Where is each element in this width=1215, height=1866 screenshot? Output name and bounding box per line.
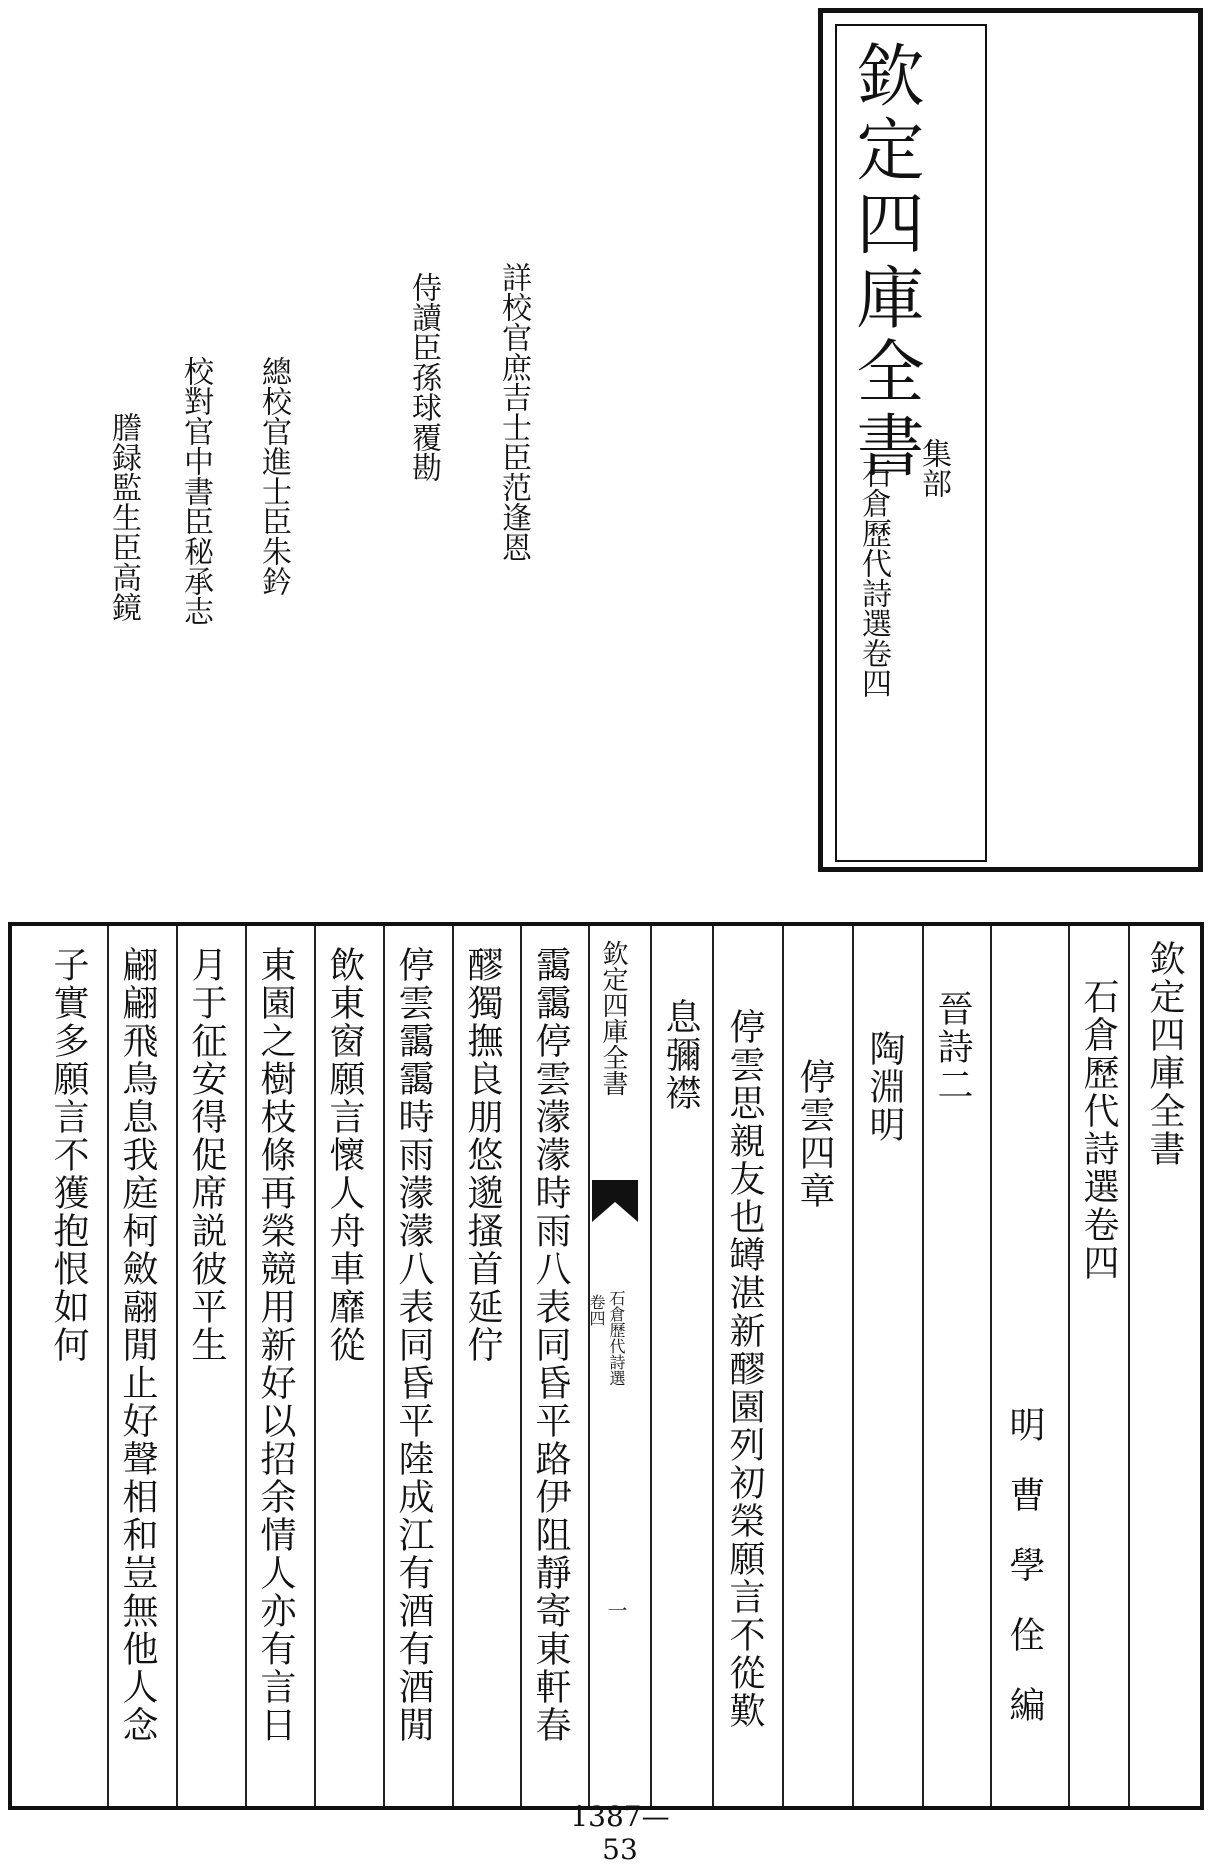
credit-line: 謄録監生臣高鏡 [106, 412, 141, 622]
column-rule [1128, 926, 1130, 1806]
header-title: 欽定四庫全書 [1144, 940, 1185, 1168]
poem-line: 月于征安得促席説彼平生 [186, 946, 227, 1364]
column-rule [107, 926, 109, 1806]
book-title: 石倉歷代詩選卷四 [1078, 978, 1119, 1282]
credit-line: 校對官中書臣秘承志 [178, 356, 213, 626]
poet-name: 陶淵明 [864, 1030, 905, 1144]
poem-line: 靄靄停雲濛濛時雨八表同昏平路伊阻靜寄東軒春 [530, 946, 571, 1744]
cover-book-title: 石倉歷代詩選卷四 [856, 458, 891, 698]
column-rule [245, 926, 247, 1806]
column-rule [176, 926, 178, 1806]
credit-line: 侍讀臣孫球覆勘 [406, 272, 441, 482]
preface-line: 停雲思親友也罇湛新醪園列初榮願言不從歎 [724, 1008, 765, 1730]
column-rule [852, 926, 854, 1806]
column-rule [782, 926, 784, 1806]
dynasty-heading: 晉詩二 [932, 990, 973, 1104]
center-book-title: 石倉歷代詩選 [607, 1290, 626, 1386]
center-volume: 卷四 [587, 1294, 606, 1326]
fishtail-mark [592, 1180, 638, 1222]
column-rule [314, 926, 316, 1806]
cover-section: 集部 [916, 438, 951, 498]
center-page-number: 一 [604, 1600, 628, 1620]
page-number: 1387—53 [570, 1800, 670, 1866]
column-rule [922, 926, 924, 1806]
column-rule [452, 926, 454, 1806]
credit-line: 詳校官庶吉士臣范逢恩 [496, 262, 531, 562]
poem-title: 停雲四章 [794, 1058, 835, 1210]
poem-line: 翩翩飛鳥息我庭柯斂翮閒止好聲相和豈無他人念 [117, 946, 158, 1744]
poem-line: 東園之樹枝條再榮競用新好以招余情人亦有言日 [255, 946, 296, 1744]
column-rule [588, 926, 590, 1806]
column-rule [712, 926, 714, 1806]
poem-line: 子實多願言不獲抱恨如何 [48, 946, 89, 1364]
column-rule [650, 926, 652, 1806]
author-line: 明曹學佺編 [1004, 1406, 1045, 1756]
poem-line: 醪獨撫良朋悠邈搔首延佇 [462, 946, 503, 1364]
credit-line: 總校官進士臣朱鈐 [256, 356, 291, 596]
column-rule [990, 926, 992, 1806]
poem-line: 停雲靄靄時雨濛濛八表同昏平陸成江有酒有酒閒 [393, 946, 434, 1744]
preface-line: 息彌襟 [660, 998, 701, 1112]
cover-title: 欽定四庫全書 [845, 40, 924, 484]
column-rule [520, 926, 522, 1806]
column-rule [1068, 926, 1070, 1806]
center-header: 欽定四庫全書 [598, 940, 628, 1096]
poem-line: 飲東窗願言懷人舟車靡從 [324, 946, 365, 1364]
column-rule [383, 926, 385, 1806]
